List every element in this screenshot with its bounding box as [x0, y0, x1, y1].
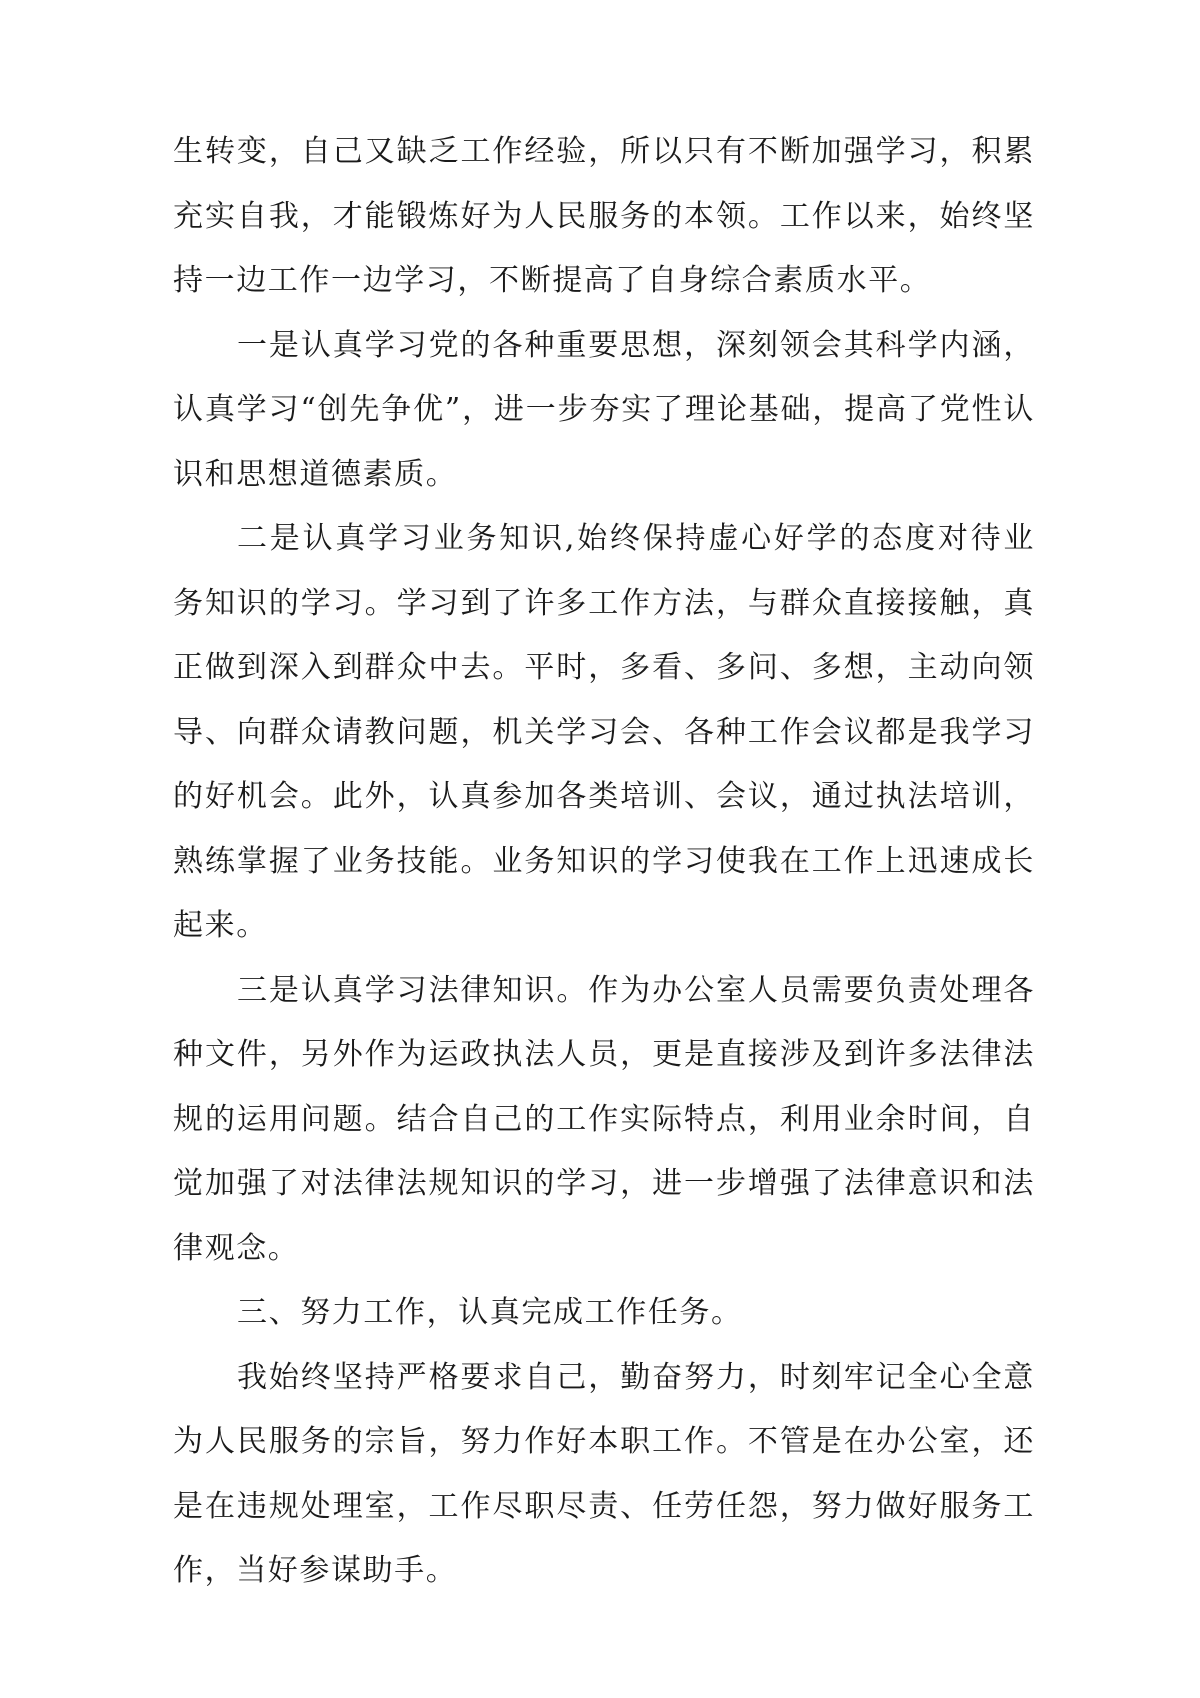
- paragraph-business-study: 二是认真学习业务知识,始终保持虚心好学的态度对待业务知识的学习。学习到了许多工作方法，与群众直接接触，真正做到深入到群众中去。平时，多看、多问、多想，主动向领导、向群众请教问题，机关学习会、各种工作会议都是我学习的好机会。此外，认真参加各类培训、会议，通过执法培训，熟练掌握了业务技能。业务知识的学习使我在工作上迅速成长起来。: [173, 521, 1035, 943]
- paragraph-party-study: 一是认真学习党的各种重要思想，深刻领会其科学内涵，认真学习“创先争优”，进一步夯实了理论基础，提高了党性认识和思想道德素质。: [173, 327, 1035, 492]
- paragraph-work-duties: 我始终坚持严格要求自己，勤奋努力，时刻牢记全心全意为人民服务的宗旨，努力作好本职工作。不管是在办公室，还是在违规处理室，工作尽职尽责、任劳任怨，努力做好服务工作，当好参谋助手。: [173, 1359, 1035, 1588]
- section-heading-work: 三、努力工作，认真完成工作任务。: [237, 1295, 743, 1330]
- paragraph-legal-study: 三是认真学习法律知识。作为办公室人员需要负责处理各种文件，另外作为运政执法人员，更是直接涉及到许多法律法规的运用问题。结合自己的工作实际特点，利用业余时间，自觉加强了对法律法规知识的学习，进一步增强了法律意识和法律观念。: [173, 972, 1035, 1266]
- document-body: [173, 120, 1035, 1604]
- paragraph-continuation: 生转变，自己又缺乏工作经验，所以只有不断加强学习，积累充实自我，才能锻炼好为人民服务的本领。工作以来，始终坚持一边工作一边学习，不断提高了自身综合素质水平。: [173, 134, 1035, 298]
